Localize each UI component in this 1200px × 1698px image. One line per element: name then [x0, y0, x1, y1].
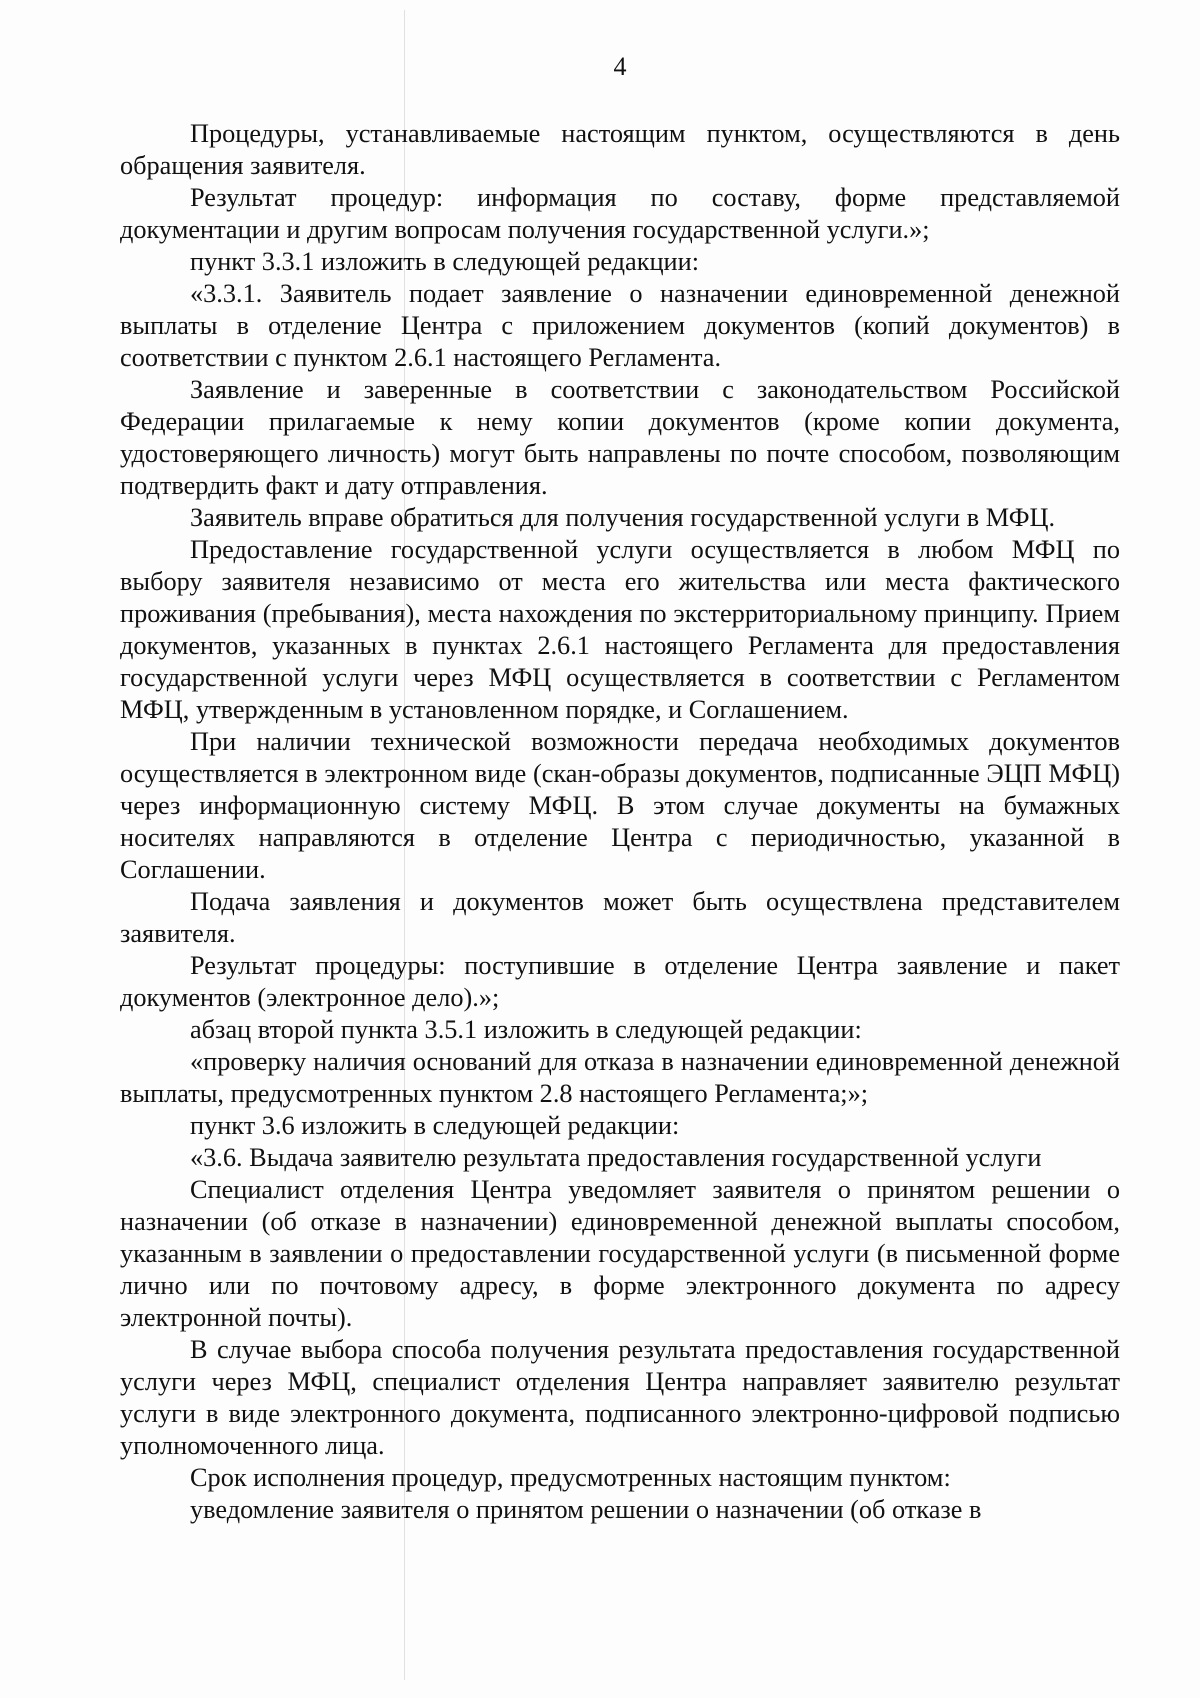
paragraph: В случае выбора способа получения результата предоставления государственной услуги через МФЦ, специалист отделения Центра направляет заявителю результат услуги в виде электронного документа, подписанного электронно-цифровой подписью уполномоченного лица. — [120, 1335, 1120, 1460]
paragraph: «3.6. Выдача заявителю результата предоставления государственной услуги — [190, 1143, 1042, 1172]
paragraph: Результат процедур: информация по составу, форме представляемой документации и другим вопросам получения государственной услуги.»; — [120, 183, 1120, 244]
paragraph: «3.3.1. Заявитель подает заявление о назначении единовременной денежной выплаты в отделение Центра с приложением документов (копий документов) в соответствии с пунктом 2.6.1 настоящего Регламента. — [120, 279, 1120, 372]
paragraph: Срок исполнения процедур, предусмотренных настоящим пунктом: — [190, 1463, 951, 1492]
paragraph: абзац второй пункта 3.5.1 изложить в следующей редакции: — [190, 1015, 862, 1044]
paragraph: уведомление заявителя о принятом решении о назначении (об отказе в — [190, 1495, 982, 1524]
paragraph: Результат процедуры: поступившие в отделение Центра заявление и пакет документов (электронное дело).»; — [120, 951, 1120, 1012]
paragraph: «проверку наличия оснований для отказа в назначении единовременной денежной выплаты, предусмотренных пунктом 2.8 настоящего Регламента;»; — [120, 1047, 1120, 1108]
paragraph: При наличии технической возможности передача необходимых документов осуществляется в электронном виде (скан-образы документов, подписанные ЭЦП МФЦ) через информационную систему МФЦ. В этом случае документы на бумажных носителях направляются в отделение Центра с периодичностью, указанной в Соглашении. — [120, 727, 1120, 884]
paragraph: Заявление и заверенные в соответствии с законодательством Российской Федерации прилагаемые к нему копии документов (кроме копии документа, удостоверяющего личность) могут быть направлены по почте способом, позволяющим подтвердить факт и дату отправления. — [120, 375, 1120, 500]
paragraph: пункт 3.3.1 изложить в следующей редакции: — [190, 247, 700, 276]
paragraph: пункт 3.6 изложить в следующей редакции: — [190, 1111, 680, 1140]
document-body — [120, 118, 1120, 1526]
paragraph: Подача заявления и документов может быть осуществлена представителем заявителя. — [120, 887, 1120, 948]
paragraph: Предоставление государственной услуги осуществляется в любом МФЦ по выбору заявителя независимо от места его жительства или места фактического проживания (пребывания), места нахождения по экстерриториальному принципу. Прием документов, указанных в пунктах 2.6.1 настоящего Регламента для предоставления государственной услуги через МФЦ осуществляется в соответствии с Регламентом МФЦ, утвержденным в установленном порядке, и Соглашением. — [120, 535, 1120, 724]
paragraph: Специалист отделения Центра уведомляет заявителя о принятом решении о назначении (об отказе в назначении) единовременной денежной выплаты способом, указанным в заявлении о предоставлении государственной услуги (в письменной форме лично или по почтовому адресу, в форме электронного документа по адресу электронной почты). — [120, 1175, 1120, 1332]
paragraph: Заявитель вправе обратиться для получения государственной услуги в МФЦ. — [190, 503, 1056, 532]
page-number: 4 — [613, 52, 627, 81]
paragraph: Процедуры, устанавливаемые настоящим пунктом, осуществляются в день обращения заявителя. — [120, 119, 1120, 180]
